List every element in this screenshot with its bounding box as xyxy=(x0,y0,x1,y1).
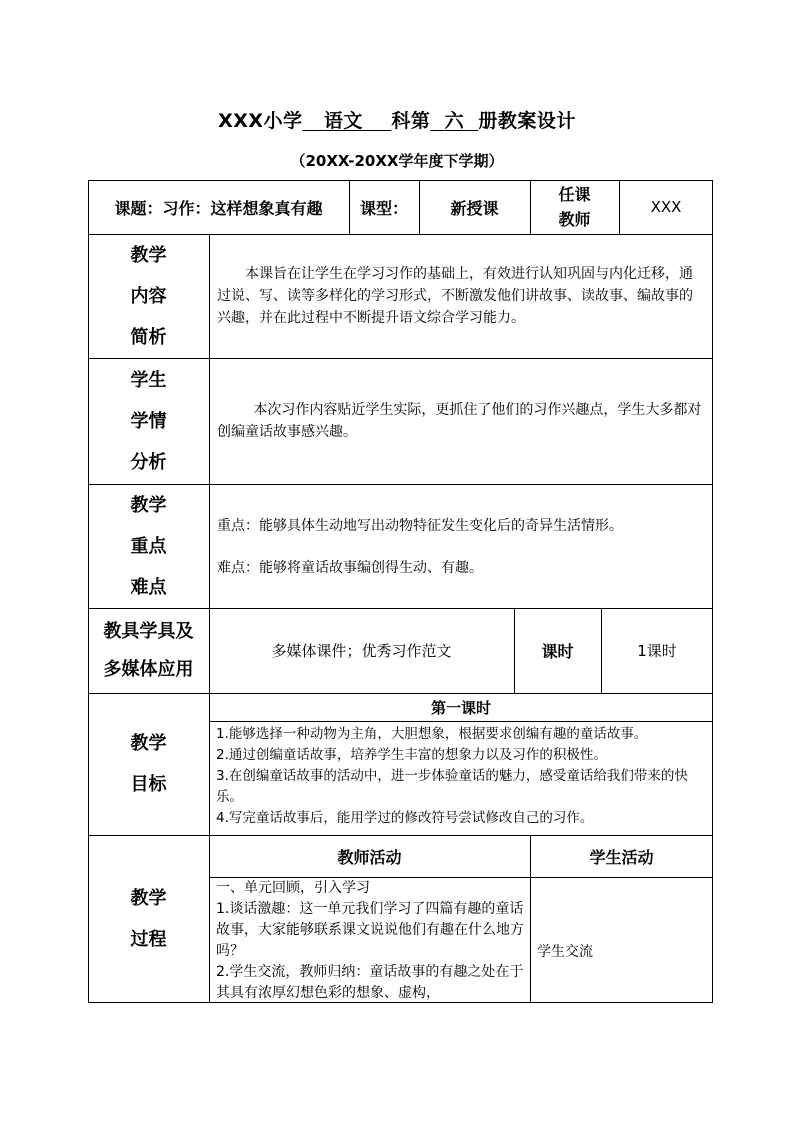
label-line: 教具学具及 xyxy=(103,620,194,642)
lesson-type-label: 课型： xyxy=(359,198,408,218)
volume-number: 六 xyxy=(444,110,465,132)
label-line: 多媒体应用 xyxy=(103,658,194,680)
student-analysis-label xyxy=(88,358,209,484)
hours-value: 1课时 xyxy=(637,642,677,660)
student-analysis-text: 本次习作内容贴近学生实际，更抓住了他们的习作兴趣点，学生大多都对创编童话故事感兴趣。 xyxy=(217,402,702,440)
topic-value: 习作：这样想象真有趣 xyxy=(162,198,323,218)
label-line: 难点 xyxy=(130,576,167,598)
school-name: XXX小学 xyxy=(218,110,303,132)
content-summary-label xyxy=(88,234,209,358)
label-line: 分析 xyxy=(130,451,167,473)
teacher-activity-header: 教师活动 xyxy=(337,847,402,867)
goal-item: 3.在创编童话故事的活动中，进一步体验童话的魅力，感受童话给我们带来的快乐。 xyxy=(216,768,688,805)
label-line: 教学 xyxy=(130,244,167,266)
subject-name: 语文 xyxy=(323,110,363,132)
goal-item: 1.能够选择一种动物为主角，大胆想象，根据要求创编有趣的童话故事。 xyxy=(216,726,648,742)
teacher-label-line2: 教师 xyxy=(558,210,591,229)
difficult-point-text: 难点：能够将童话故事编创得生动、有趣。 xyxy=(217,560,483,576)
teacher-label-line1: 任课 xyxy=(558,185,591,204)
label-line: 简析 xyxy=(130,326,167,348)
content-summary-text: 本课旨在让学生在学习习作的基础上，有效进行认知巩固与内化迁移，通过说、写、读等多样化的学习形式，不断激发他们讲故事、读故事、编故事的兴趣，并在此过程中不断提升语文综合学习能力。 xyxy=(217,266,693,326)
lesson-type-value: 新授课 xyxy=(450,198,499,218)
process-label xyxy=(88,835,209,1003)
tools-label xyxy=(88,608,209,693)
topic-label: 课题： xyxy=(114,198,163,218)
key-point-text: 重点：能够具体生动地写出动物特征发生变化后的奇异生活情形。 xyxy=(217,518,623,534)
label-line: 教学 xyxy=(130,494,167,516)
teacher-label xyxy=(530,180,619,234)
title-suffix: 册教案设计 xyxy=(478,110,576,132)
content-summary-cell xyxy=(209,234,713,358)
teacher-activity-line: 1.谈话激趣：这一单元我们学习了四篇有趣的童话故事，大家能够联系课文说说他们有趣在什么地方吗？ xyxy=(216,901,524,959)
label-line: 重点 xyxy=(130,535,167,557)
label-line: 过程 xyxy=(130,929,167,950)
label-line: 学情 xyxy=(130,410,167,432)
goals-label xyxy=(88,693,209,835)
student-activity-header: 学生活动 xyxy=(589,847,654,867)
teacher-value: XXX xyxy=(650,198,682,216)
row-divider xyxy=(209,721,713,722)
title-mid: 科第 xyxy=(391,110,431,132)
goal-item: 4.写完童话故事后，能用学过的修改符号尝试修改自己的习作。 xyxy=(216,810,594,826)
goal-item: 2.通过创编童话故事，培养学生丰富的想象力以及习作的积极性。 xyxy=(216,747,607,763)
volume-blank xyxy=(430,106,478,133)
label-line: 学生 xyxy=(130,369,167,391)
label-line: 教学 xyxy=(130,888,167,909)
teacher-activity-content xyxy=(216,878,524,1004)
teacher-activity-line: 一、单元回顾，引入学习 xyxy=(216,880,370,896)
subject-blank xyxy=(303,106,392,133)
document-title xyxy=(0,106,794,133)
key-points-label xyxy=(88,484,209,608)
goals-list xyxy=(216,724,710,829)
label-line: 内容 xyxy=(130,285,167,307)
label-line: 教学 xyxy=(130,733,167,754)
first-lesson-title: 第一课时 xyxy=(430,698,491,717)
student-analysis-cell xyxy=(209,358,713,484)
hours-label: 课时 xyxy=(541,642,574,661)
student-activity-text: 学生交流 xyxy=(537,944,593,960)
topic-cell xyxy=(88,180,349,234)
tools-value: 多媒体课件；优秀习作范文 xyxy=(271,642,452,660)
label-line: 目标 xyxy=(130,774,167,795)
teacher-activity-line: 2.学生交流，教师归纳：童话故事的有趣之处在于其具有浓厚幻想色彩的想象、虚构， xyxy=(216,964,524,1001)
term-subtitle: （20XX-20XX学年度下学期） xyxy=(290,152,504,170)
